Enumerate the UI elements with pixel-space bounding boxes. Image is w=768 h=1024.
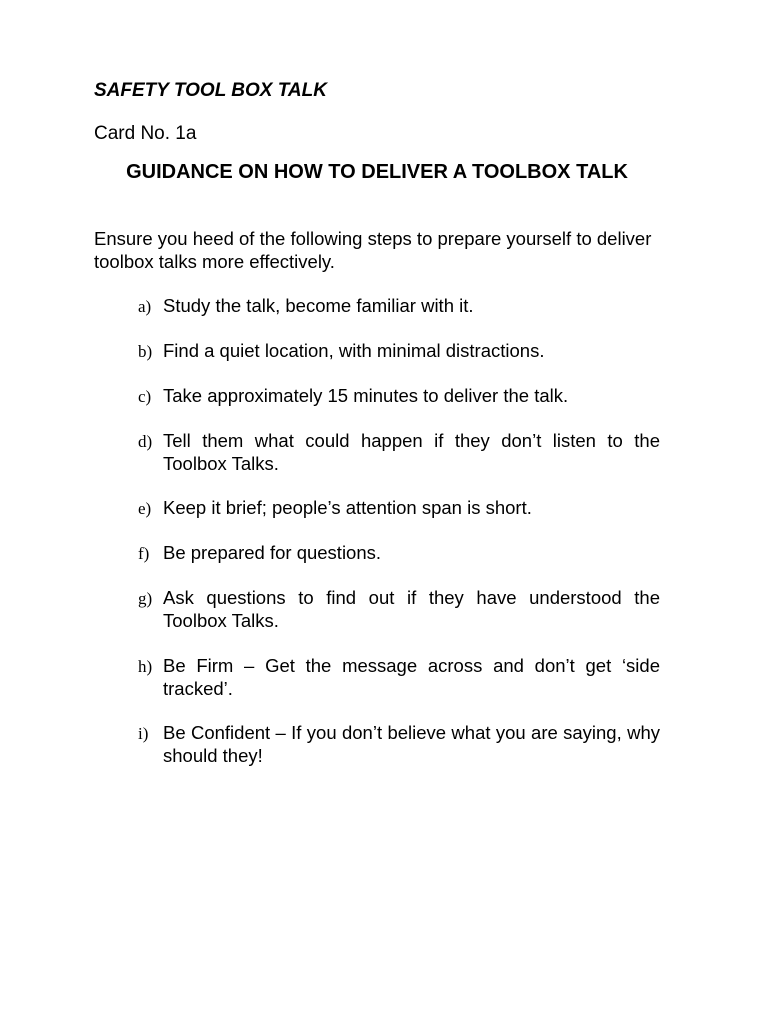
step-marker: g) xyxy=(138,589,153,608)
step-text: Keep it brief; people’s attention span is short. xyxy=(163,497,532,518)
step-text: Be Firm – Get the message across and don’t get ‘side tracked’. xyxy=(163,655,660,699)
step-marker: f) xyxy=(138,544,150,563)
step-text: Study the talk, become familiar with it. xyxy=(163,295,474,316)
intro-paragraph: Ensure you heed of the following steps to prepare yourself to deliver toolbox talks more effectively. xyxy=(94,228,652,272)
step-marker: c) xyxy=(138,387,152,406)
step-text: Ask questions to find out if they have understood the Toolbox Talks. xyxy=(163,587,660,631)
step-marker: h) xyxy=(138,657,153,676)
step-marker: a) xyxy=(138,297,152,316)
step-text: Be prepared for questions. xyxy=(163,542,382,563)
step-item-h xyxy=(138,654,660,700)
step-text: Tell them what could happen if they don’t listen to the Toolbox Talks. xyxy=(163,430,660,474)
step-text: Be Confident – If you don’t believe what you are saying, why should they! xyxy=(163,722,660,766)
step-text: Take approximately 15 minutes to deliver the talk. xyxy=(163,385,569,406)
step-item-f xyxy=(138,541,660,564)
step-item-b xyxy=(138,339,660,362)
document-title: GUIDANCE ON HOW TO DELIVER A TOOLBOX TALK xyxy=(126,161,628,183)
step-item-a xyxy=(138,294,660,317)
step-marker: i) xyxy=(138,724,149,743)
step-marker: d) xyxy=(138,432,153,451)
step-item-e xyxy=(138,496,660,519)
step-item-c xyxy=(138,384,660,407)
card-number: Card No. 1a xyxy=(94,123,197,144)
step-marker: b) xyxy=(138,342,153,361)
document-header: SAFETY TOOL BOX TALK xyxy=(94,80,327,101)
step-item-g xyxy=(138,586,660,632)
step-item-i xyxy=(138,721,660,767)
step-item-d xyxy=(138,429,660,475)
step-marker: e) xyxy=(138,499,152,518)
step-text: Find a quiet location, with minimal distractions. xyxy=(163,340,545,361)
